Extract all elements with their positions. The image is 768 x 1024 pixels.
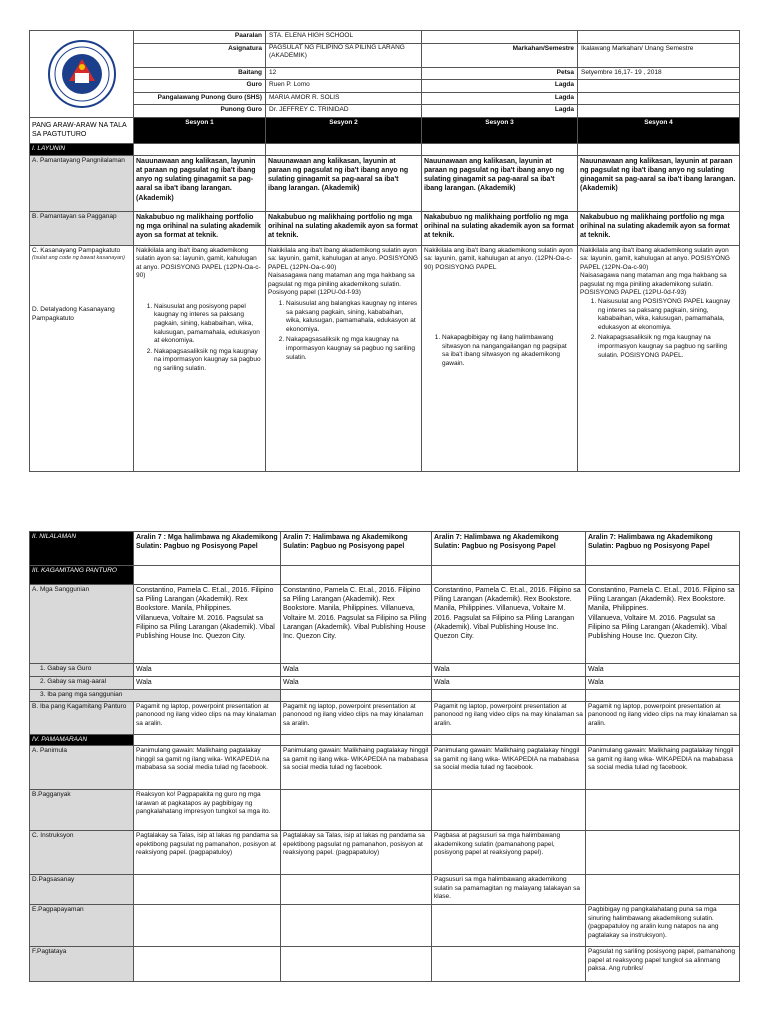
punong-label: Punong Guro: [134, 105, 266, 118]
list-item: 2. Nakapagsasaliksik ng mga kaugnay na impormasyon kaugnay sa pagbuo ng sariling sulatin.: [154, 348, 263, 374]
panimula-cell-2: Panimulang gawain: Malikhaing pagtalakay hinggil sa gamit ng ilang wika- WIKAPEDIA na mababasa sa social media tulad ng facebook.: [281, 746, 432, 790]
nilalaman-header: II. NILALAMAN: [30, 532, 134, 566]
session-header-4: Sesyon 4: [578, 118, 740, 144]
kasanayan-cell-3: [422, 245, 578, 471]
pagtataya-label: F.Pagtataya: [30, 947, 134, 982]
kasanayan-intro-4: Nakikilala ang iba't ibang akademikong sulatin ayon sa: layunin, gamit, kahulugan at anyo. POSISYONG PAPEL (12PN-Oa-c-90): [580, 246, 730, 271]
logo-cell: [30, 31, 134, 118]
kasanayan-intro-3: Nakikilala ang iba't ibang akademikong sulatin ayon sa: layunin, gamit, kahulugan at anyo. (12PN-Oa-c-90) POSISYONG PAPEL: [424, 246, 573, 271]
baitang-label: Baitang: [134, 67, 266, 80]
markahan-label: Markahan/Semestre: [422, 43, 578, 67]
instruksyon-label: C. Instruksyon: [30, 831, 134, 875]
kasanayan-cell-1: [134, 245, 266, 471]
iba-pang-sanggunian-label: 3. Iba pang mga sanggunian: [30, 690, 281, 702]
session-header-1: Sesyon 1: [134, 118, 266, 144]
gabay-aaral-cell-3: Wala: [432, 677, 586, 690]
kasanayan-label: C. Kasanayang Pampagkatuto: [32, 246, 121, 254]
baitang-value: 12: [266, 67, 422, 80]
panimula-label: A. Panimula: [30, 746, 134, 790]
lagda-label-3: Lagda: [422, 105, 578, 118]
kasanayan-cell-4: [578, 245, 740, 471]
punong-value: Dr. JEFFREY C. TRINIDAD: [266, 105, 422, 118]
list-item: 1. Nakapagbibigay ng ilang halimbawang sitwasyon na nangangailangan ng pagsipat sa iba't ibang sitwasyon ng akademikong gawain.: [442, 334, 575, 368]
sanggunian-cell-1: Constantino, Pamela C. Et.al., 2016. Filipino sa Piling Larangan (Akademik). Rex Bookstore. Manila, Philippines. Villanueva, Voltaire M. 2016. Pagsulat sa Filipino sa Piling Larangan (Akademik). Vibal Publishing House Inc. Quezon City.: [134, 585, 281, 664]
detalyadong-label: D. Detalyadong Kasanayang Pampagkatuto: [32, 306, 115, 322]
paaralan-value: STA. ELENA HIGH SCHOOL: [266, 31, 422, 44]
sanggunian-label: A. Mga Sanggunian: [30, 585, 134, 664]
sanggunian-cell-4: Constantino, Pamela C. Et.al., 2016. Filipino sa Piling Larangan (Akademik). Rex Bookstore. Manila, Philippines. Villanueva, Voltaire M. 2016. Pagsulat sa Filipino sa Piling Larangan (Akademik). Vibal Publishing House Inc. Quezon City.: [586, 585, 740, 664]
pagganap-cell-4: Nakabubuo ng malikhaing portfolio ng mga orihinal na sulating akademik ayon sa format at teknik.: [578, 211, 740, 245]
lesson-plan-table-top: [29, 30, 740, 472]
gabay-guro-cell-2: Wala: [281, 664, 432, 677]
pagtataya-cell-4: Pagsulat ng sariling posisyong papel, pamanahong papel at reaksyong papel tungkol sa alinmang paksa. Ang rubriks/: [586, 947, 740, 982]
pagganap-cell-3: Nakabubuo ng malikhaing portfolio ng mga orihinal na sulating akademik ayon sa format at teknik.: [422, 211, 578, 245]
kasanayan-intro-4b: Naisasagawa nang mataman ang mga hakbang sa pagsulat ng mga piniling akademikong sulatin. POSISYONG PAPEL (12PU-0d-f-93): [580, 272, 727, 297]
gabay-aaral-label: 2. Gabay sa mag-aaral: [30, 677, 134, 690]
gabay-aaral-cell-1: Wala: [134, 677, 281, 690]
pangalawang-value: MARIA AMOR R. SOLIS: [266, 92, 422, 105]
kagamitan-cell-2: Pagamit ng laptop, powerpoint presentation at panonood ng ilang video clips na may kinalaman sa aralin.: [281, 701, 432, 734]
nilalaman-cell-1: Aralin 7 : Mga halimbawa ng Akademikong Sulatin: Pagbuo ng Posisyong Papel: [134, 532, 281, 566]
list-item: 1. Naisusulat ang balangkas kaugnay ng interes sa paksang pagkain, sining, kababaihan, wika, kalusugan, pamamahala, edukasyon at ekonomiya.: [286, 300, 419, 334]
session-header-3: Sesyon 3: [422, 118, 578, 144]
pagpapayaman-label: E.Pagpapayaman: [30, 905, 134, 947]
gabay-guro-cell-3: Wala: [432, 664, 586, 677]
session-header-2: Sesyon 2: [266, 118, 422, 144]
kasanayan-intro-2: Nakikilala ang iba't ibang akademikong sulatin ayon sa: layunin, gamit, kahulugan at anyo. POSISYONG PAPEL (12PN-Oa-c-90): [268, 246, 418, 271]
sanggunian-cell-2: Constantino, Pamela C. Et.al., 2016. Filipino sa Piling Larangan (Akademik). Rex Bookstore. Manila, Philippines. Villanueva, Voltaire M. 2016. Pagsulat sa Filipino sa Piling Larangan (Akademik). Vibal Publishing House Inc. Quezon City.: [281, 585, 432, 664]
instruksyon-cell-3: Pagbasa at pagsusuri sa mga halimbawang akademikong sulatin (pamanahong papel, posisyong papel at reaksiyong papel).: [432, 831, 586, 875]
pagsasanay-label: D.Pagsasanay: [30, 875, 134, 905]
pamamaraan-header: IV. PAMAMARAAN: [30, 734, 134, 746]
pagsasanay-cell-3: Pagsusuri sa mga halimbawang akademikong sulatin sa pamamagitan ng malayang talakayan sa klase.: [432, 875, 586, 905]
instruksyon-cell-1: Pagtalakay sa Talas, isip at lakas ng pandama sa epektibong pagsulat ng pamanahon, posisyon at reaksiyong papel. (pagpapatuloy): [134, 831, 281, 875]
kagamitan-cell-4: Pagamit ng laptop, powerpoint presentation at panonood ng ilang video clips na may kinalaman sa aralin.: [586, 701, 740, 734]
kasanayan-intro-1: Nakikilala ang iba't ibang akademikong sulatin ayon sa: layunin, gamit, kahulugan at anyo. POSISYONG PAPEL (12PN-Oa-c-90): [136, 246, 261, 280]
gabay-guro-label: 1. Gabay sa Guro: [30, 664, 134, 677]
lagda-label-2: Lagda: [422, 92, 578, 105]
kasanayan-intro-2b: Naisasagawa nang mataman ang mga hakbang sa pagsulat ng mga piniling akademikong sulatin. Posisyong papel (12PU-0d-f-93): [268, 272, 415, 297]
pagganyak-cell-1: Reaksyon ko! Pagpapakita ng guro ng mga larawan at pagkatapos ay pagbibigay ng pangkalahatang impresyon tungkol sa mga ito.: [134, 790, 281, 831]
petsa-value: Setyembre 16,17- 19 , 2018: [578, 67, 740, 80]
guro-label: Guro: [134, 80, 266, 93]
list-item: 2. Nakapagsasaliksik ng mga kaugnay na impormasyon kaugnay sa pagbuo ng sariling sulatin.: [286, 336, 419, 362]
deped-seal-icon: [47, 39, 117, 109]
guro-value: Ruen P. Lomo: [266, 80, 422, 93]
kasanayan-label-cell: [30, 245, 134, 471]
gabay-aaral-cell-2: Wala: [281, 677, 432, 690]
markahan-value: Ikalawang Markahan/ Unang Semestre: [578, 43, 740, 67]
pamantayang-cell-2: Nauunawaan ang kalikasan, layunin at paraan ng pagsulat ng iba't ibang anyo ng sulating ginagamit sa pag-aaral sa iba't ibang larangan. (Akademik): [266, 155, 422, 211]
kagamitan-cell-1: Pagamit ng laptop, powerpoint presentation at panonood ng ilang video clips na may kinalaman sa aralin.: [134, 701, 281, 734]
pamantayan-pagganap-label: B. Pamantayan sa Pagganap: [30, 211, 134, 245]
asignatura-value: PAGSULAT NG FILIPINO SA PILING LARANG (AKADEMIK): [266, 43, 422, 67]
gabay-guro-cell-4: Wala: [586, 664, 740, 677]
gabay-guro-cell-1: Wala: [134, 664, 281, 677]
instruksyon-cell-2: Pagtalakay sa Talas, isip at lakas ng pandama sa epektibong pagsulat ng pamanahon, posisyon at reaksiyong papel. (pagpapatuloy): [281, 831, 432, 875]
nilalaman-cell-4: Aralin 7: Halimbawa ng Akademikong Sulatin: Pagbuo ng Posisyong Papel: [586, 532, 740, 566]
nilalaman-cell-3: Aralin 7: Halimbawa ng Akademikong Sulatin: Pagbuo ng Posisyong Papel: [432, 532, 586, 566]
kasanayan-cell-2: [266, 245, 422, 471]
paaralan-label: Paaralan: [134, 31, 266, 44]
pagganap-cell-2: Nakabubuo ng malikhaing portfolio ng mga orihinal na sulating akademik ayon sa format at teknik.: [266, 211, 422, 245]
petsa-label: Petsa: [422, 67, 578, 80]
panimula-cell-3: Panimulang gawain: Malikhaing pagtalakay hinggil sa gamit ng ilang wika- WIKAPEDIA na mababasa sa social media tulad ng facebook.: [432, 746, 586, 790]
kasanayan-note: (Isulat ang code ng bawat kasanayan): [32, 255, 125, 262]
kagamitang-header: III. KAGAMITANG PANTURO: [30, 566, 134, 585]
nilalaman-cell-2: Aralin 7: Halimbawa ng Akademikong Sulatin: Pagbuo ng Posisyong papel: [281, 532, 432, 566]
list-item: 2. Nakapagsasaliksik ng mga kaugnay na impormasyon kaugnay sa pagbuo ng sariling sulatin. POSISYONG PAPEL.: [598, 334, 737, 360]
gabay-aaral-cell-4: Wala: [586, 677, 740, 690]
lagda-label-1: Lagda: [422, 80, 578, 93]
layunin-header: I. LAYUNIN: [30, 144, 134, 156]
panimula-cell-4: Panimulang gawain: Malikhaing pagtalakay hinggil sa gamit ng ilang wika- WIKAPEDIA na mababasa sa social media tulad ng facebook.: [586, 746, 740, 790]
list-item: 1. Naisusulat ang posisyong papel kaugnay ng interes sa paksang pagkain, sining, kababaihan, wika, kalusugan, pamamahala, edukasyon at ekonomiya.: [154, 303, 263, 346]
pagganyak-label: B.Pagganyak: [30, 790, 134, 831]
asignatura-label: Asignatura: [134, 43, 266, 67]
pamantayang-cell-4: Nauunawaan ang kalikasan, layunin at paraan ng pagsulat ng iba't ibang anyo ng sulating ginagamit sa pag-aaral sa iba't ibang larangan. (Akademik): [578, 155, 740, 211]
pamantayang-cell-1: Nauunawaan ang kalikasan, layunin at paraan ng pagsulat ng iba't ibang anyo ng sulating ginagamit sa pag-aaral sa iba't ibang larangan. (Akademik): [134, 155, 266, 211]
kagamitan-cell-3: Pagamit ng laptop, powerpoint presentation at panonood ng ilang video clips na may kinalaman sa aralin.: [432, 701, 586, 734]
pang-araw-araw-title: PANG ARAW-ARAW NA TALA SA PAGTUTURO: [30, 118, 134, 144]
pamantayang-cell-3: Nauunawaan ang kalikasan, layunin at paraan ng pagsulat ng iba't ibang anyo ng sulating ginagamit sa pag-aaral sa iba't ibang larangan. (Akademik): [422, 155, 578, 211]
panimula-cell-1: Panimulang gawain: Malikhaing pagtalakay hinggil sa gamit ng ilang wika- WIKAPEDIA na mababasa sa social media tulad ng facebook.: [134, 746, 281, 790]
lesson-plan-table-bottom: [29, 531, 740, 982]
pagganap-cell-1: Nakabubuo ng malikhaing portfolio ng mga orihinal na sulating akademik ayon sa format at teknik.: [134, 211, 266, 245]
pagpapayaman-cell-4: Pagbibigay ng pangkalahatang puna sa mga sinuring halimbawang akademikong sulatin. (pagpapatuloy ng aralin kung natapos na ang pagtalakay sa instruksyon).: [586, 905, 740, 947]
iba-pang-kagamitan-label: B. Iba pang Kagamitang Panturo: [30, 701, 134, 734]
pangalawang-label: Pangalawang Punong Guro (SHS): [134, 92, 266, 105]
pamantayang-pangnilalaman-label: A. Pamantayang Pangnilalaman: [30, 155, 134, 211]
sanggunian-cell-3: Constantino, Pamela C. Et.al., 2016. Filipino sa Piling Larangan (Akademik). Rex Bookstore. Manila, Philippines. Villanueva, Voltaire M. 2016. Pagsulat sa Filipino sa Piling Larangan (Akademik). Vibal Publishing House Inc. Quezon City.: [432, 585, 586, 664]
list-item: 1. Naisusulat ang POSISYONG PAPEL kaugnay ng interes sa paksang pagkain, sining, kababaihan, wika, kalusugan, pamamahala, edukasyon at ekonomiya.: [598, 298, 737, 332]
